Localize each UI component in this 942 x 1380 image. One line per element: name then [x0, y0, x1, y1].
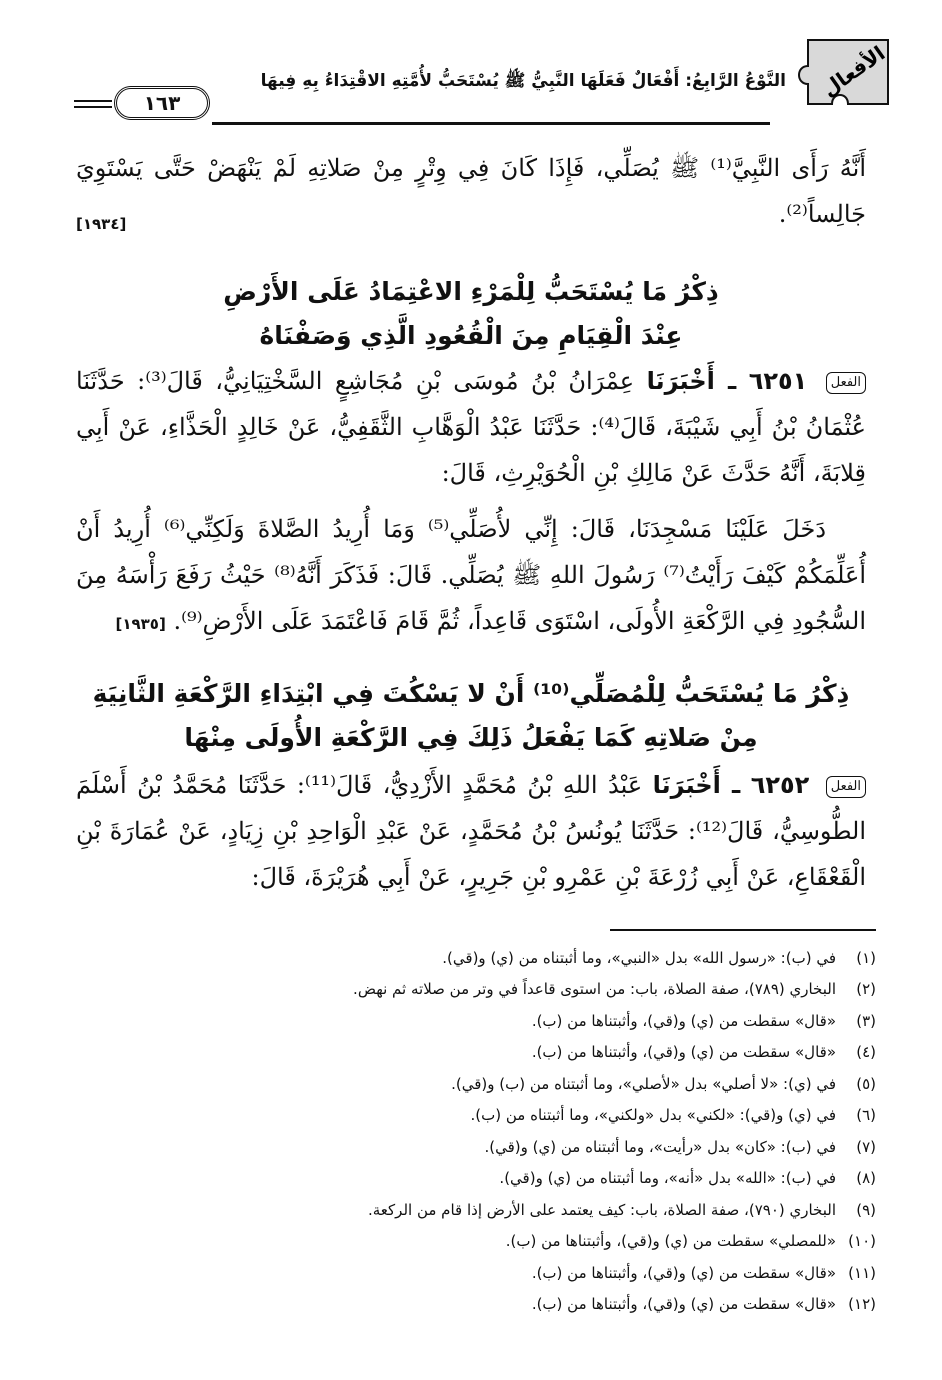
hadith-reference: [١٩٣٤] [76, 215, 127, 233]
chapter-heading-2 [76, 672, 866, 760]
hadith-reference: [١٩٣٥] [115, 615, 166, 633]
footnote: (١) في (ب): «رسول الله» بدل «النبي»، وما أثبتناه من (ي) و(قي). [442, 948, 876, 967]
page-header [70, 32, 890, 115]
footnote: (٧) في (ب): «كان» بدل «رأيت»، وما أثبتناه من (ي) و(قي). [484, 1137, 876, 1156]
header-rule-left-2 [74, 106, 112, 108]
header-rule-left [74, 100, 112, 102]
hadith-number: ٦٢٥١ [748, 367, 808, 395]
hadith-lead: أَخْبَرَنَا [646, 367, 715, 395]
hadith-lead: أَخْبَرَنَا [652, 771, 721, 799]
hadith-isnad: عَبْدُ اللهِ بْنُ مُحَمَّدٍ الأَزْدِيُّ، قَالَ⁽¹¹⁾: حَدَّثَنَا مُحَمَّدُ بْنُ أَسْلَمَ الطُّوسِيُّ، قَالَ⁽¹²⁾: حَدَّثَنَا يُونُسُ بْنُ مُحَمَّدٍ، عَنْ عَبْدِ الْوَاحِدِ بْنِ زِيَادٍ، عَنْ عُمَارَةَ بْنِ الْقَعْقَاعِ، عَنْ أَبِي زُرْعَةَ بْنِ عَمْرِو بْنِ جَرِيرٍ، عَنْ أَبِي هُرَيْرَةَ، قَالَ: [76, 771, 866, 891]
puzzle-piece-icon [788, 32, 898, 112]
paragraph-1 [76, 145, 866, 247]
running-title: النَّوْعُ الرَّابِعُ: أَفْعَالٌ فَعَلَهَا النَّبِيُّ ﷺ يُسْتَحَبُّ لأُمَّتِهِ الاقْتِدَاءُ بِهِ فِيهَا [260, 71, 786, 91]
hadith-type-badge: الفعل [826, 372, 866, 394]
page-number: ١٦٣ [114, 86, 210, 120]
hadith-6251: الفعل ٦٢٥١ ـ أَخْبَرَنَا عِمْرَانُ بْنُ مُوسَى بْنِ مُجَاشِعٍ السَّخْتِيَانِيُّ، قَالَ⁽³⁾: حَدَّثَنَا عُثْمَانُ بْنُ أَبِي شَيْبَةَ، قَالَ⁽⁴⁾: حَدَّثَنَا عَبْدُ الْوَهَّابِ الثَّقَفِيُّ، عَنْ خَالِدٍ الْحَذَّاءِ، عَنْ أَبِي قِلابَةَ، أَنَّهُ حَدَّثَ عَنْ مَالِكِ بْنِ الْحُوَيْرِثِ، قَالَ: دَخَلَ عَلَيْنَا مَسْجِدَنَا، قَالَ: إِنِّي لأُصَلِّي⁽⁵⁾ وَمَا أُرِيدُ الصَّلاةَ وَلَكِنِّي⁽⁶⁾ أُرِيدُ أَنْ أُعَلِّمَكُمْ كَيْفَ رَأَيْتُ⁽⁷⁾ رَسُولَ اللهِ ﷺ يُصَلِّي. قَالَ: فَذَكَرَ أَنَّهُ⁽⁸⁾ حَيْثُ رَفَعَ رَأْسَهُ مِنَ السُّجُودِ فِي الرَّكْعَةِ الأُولَى، اسْتَوَى قَاعِداً، ثُمَّ قَامَ فَاعْتَمَدَ عَلَى الأَرْضِ⁽⁹⁾. [١٩٣٥] [76, 367, 867, 635]
footnotes [150, 942, 876, 1320]
heading-line: ذِكْرُ مَا يُسْتَحَبُّ لِلْمَرْءِ الاعْتِمَادُ عَلَى الأَرْضِ [223, 277, 719, 306]
footnote: (٤) «قال» سقطت من (ي) و(قي)، وأثبتناها من (ب). [531, 1043, 876, 1062]
heading-line: عِنْدَ الْقِيَامِ مِنَ الْقُعُودِ الَّذِي وَصَفْنَاهُ [259, 321, 683, 350]
heading-line: ذِكْرُ مَا يُسْتَحَبُّ لِلْمُصَلِّي⁽¹⁰⁾ أَنْ لا يَسْكُتَ فِي ابْتِدَاءِ الرَّكْعَةِ الثَّانِيَةِ [92, 679, 850, 708]
footnote: (٦) في (ي) و(قي): «لكني» بدل «ولكني»، وما أثبتناه من (ب). [470, 1106, 876, 1125]
hadith-number: ٦٢٥٢ [750, 771, 810, 799]
footnote: (٩) البخاري (٧٩٠)، صفة الصلاة، باب: كيف يعتمد على الأرض إذا قام من الركعة. [367, 1200, 876, 1219]
footnote: (١٢) «قال» سقطت من (ي) و(قي)، وأثبتناها من (ب). [531, 1295, 876, 1314]
footnote: (٢) البخاري (٧٨٩)، صفة الصلاة، باب: من استوى قاعداً في وتر من صلاته ثم نهض. [353, 980, 876, 999]
paragraph-text: أَنَّهُ رَأَى النَّبِيَّ⁽¹⁾ ﷺ يُصَلِّي، فَإِذَا كَانَ فِي وِتْرٍ مِنْ صَلاتِهِ لَمْ يَنْهَضْ حَتَّى يَسْتَوِيَ جَالِساً⁽²⁾. [76, 154, 866, 228]
hadith-6252: الفعل ٦٢٥٢ ـ أَخْبَرَنَا عَبْدُ اللهِ بْنُ مُحَمَّدٍ الأَزْدِيُّ، قَالَ⁽¹¹⁾: حَدَّثَنَا مُحَمَّدُ بْنُ أَسْلَمَ الطُّوسِيُّ، قَالَ⁽¹²⁾: حَدَّثَنَا يُونُسُ بْنُ مُحَمَّدٍ، عَنْ عَبْدِ الْوَاحِدِ بْنِ زِيَادٍ، عَنْ عُمَارَةَ بْنِ الْقَعْقَاعِ، عَنْ أَبِي زُرْعَةَ بْنِ عَمْرِو بْنِ جَرِيرٍ، عَنْ أَبِي هُرَيْرَةَ، قَالَ: [76, 771, 866, 891]
footnote: (١١) «قال» سقطت من (ي) و(قي)، وأثبتناها من (ب). [531, 1263, 876, 1282]
footnote: (١٠) «للمصلي» سقطت من (ي) و(قي)، وأثبتناها من (ب). [505, 1232, 876, 1251]
section-badge: الأفعال [817, 40, 890, 102]
header-rule [212, 122, 770, 125]
hadith-isnad: عِمْرَانُ بْنُ مُوسَى بْنِ مُجَاشِعٍ السَّخْتِيَانِيُّ، قَالَ⁽³⁾: حَدَّثَنَا عُثْمَانُ بْنُ أَبِي شَيْبَةَ، قَالَ⁽⁴⁾: حَدَّثَنَا عَبْدُ الْوَهَّابِ الثَّقَفِيُّ، عَنْ خَالِدٍ الْحَذَّاءِ، عَنْ أَبِي قِلابَةَ، أَنَّهُ حَدَّثَ عَنْ مَالِكِ بْنِ الْحُوَيْرِثِ، قَالَ: [76, 367, 867, 487]
footnote: (٨) في (ب): «الله» بدل «أنه»، وما أثبتناه من (ي) و(قي). [499, 1169, 876, 1188]
heading-line: مِنْ صَلاتِهِ كَمَا يَفْعَلُ ذَلِكَ فِي الرَّكْعَةِ الأُولَى مِنْهَا [184, 723, 758, 752]
hadith-matn: دَخَلَ عَلَيْنَا مَسْجِدَنَا، قَالَ: إِنِّي لأُصَلِّي⁽⁵⁾ وَمَا أُرِيدُ الصَّلاةَ وَلَكِنِّي⁽⁶⁾ أُرِيدُ أَنْ أُعَلِّمَكُمْ كَيْفَ رَأَيْتُ⁽⁷⁾ رَسُولَ اللهِ ﷺ يُصَلِّي. قَالَ: فَذَكَرَ أَنَّهُ⁽⁸⁾ حَيْثُ رَفَعَ رَأْسَهُ مِنَ السُّجُودِ فِي الرَّكْعَةِ الأُولَى، اسْتَوَى قَاعِداً، ثُمَّ قَامَ فَاعْتَمَدَ عَلَى الأَرْضِ⁽⁹⁾. [76, 515, 867, 635]
chapter-heading-1 [76, 270, 866, 358]
footnote-separator [610, 929, 876, 931]
hadith-type-badge: الفعل [826, 776, 866, 798]
footnote: (٣) «قال» سقطت من (ي) و(قي)، وأثبتناها من (ب). [531, 1011, 876, 1030]
footnote: (٥) في (ي): «لا أصلي» بدل «لأصلي»، وما أثبتناه من (ب) و(قي). [451, 1074, 876, 1093]
